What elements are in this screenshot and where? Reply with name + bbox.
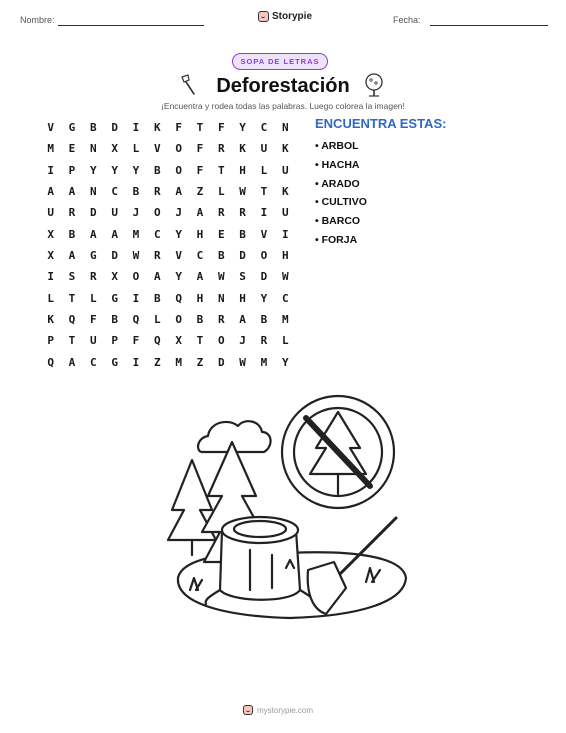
instructions: ¡Encuentra y rodea todas las palabras. Luego colorea la imagen! <box>161 101 405 111</box>
grid-cell[interactable]: L <box>217 185 225 199</box>
grid-cell[interactable]: R <box>90 270 97 284</box>
grid-cell[interactable]: G <box>68 121 76 135</box>
tree-icon <box>362 72 386 98</box>
grid-cell[interactable]: W <box>217 270 225 284</box>
grid-cell[interactable]: D <box>90 206 97 220</box>
grid-cell[interactable]: A <box>175 185 182 199</box>
grid-cell[interactable]: C <box>111 185 118 199</box>
footer <box>243 705 313 715</box>
grid-cell[interactable]: F <box>196 163 204 177</box>
grid-cell[interactable]: O <box>175 313 182 327</box>
grid-cell[interactable]: I <box>47 163 54 177</box>
grid-cell[interactable]: K <box>47 313 54 327</box>
grid-cell[interactable]: H <box>196 227 204 241</box>
grid-cell[interactable]: Q <box>47 355 54 369</box>
grid-cell[interactable]: M <box>281 313 289 327</box>
grid-cell[interactable]: R <box>217 313 225 327</box>
grid-cell[interactable]: S <box>239 270 246 284</box>
brand-header <box>258 11 312 22</box>
grid-cell[interactable]: B <box>196 313 204 327</box>
grid-cell[interactable]: I <box>281 227 289 241</box>
word-list-title: ENCUENTRA ESTAS: <box>315 116 447 131</box>
name-label: Nombre: <box>20 15 55 25</box>
name-line[interactable] <box>58 25 204 26</box>
grid-cell[interactable]: P <box>47 334 54 348</box>
page-title: Deforestación <box>216 74 350 97</box>
date-line[interactable] <box>430 25 548 26</box>
grid-cell[interactable]: B <box>153 291 161 305</box>
grid-cell[interactable]: M <box>175 355 182 369</box>
grid-cell[interactable]: K <box>153 121 161 135</box>
grid-cell[interactable]: W <box>239 355 246 369</box>
grid-cell[interactable]: K <box>281 142 289 156</box>
storypie-logo-icon <box>243 705 253 715</box>
grid-cell[interactable]: W <box>239 185 246 199</box>
grid-cell[interactable]: V <box>260 227 268 241</box>
grid-cell[interactable]: J <box>239 334 246 348</box>
grid-cell[interactable]: Q <box>175 291 182 305</box>
grid-cell[interactable]: F <box>217 121 225 135</box>
grid-cell[interactable]: D <box>239 249 246 263</box>
grid-cell[interactable]: B <box>153 163 161 177</box>
grid-cell[interactable]: O <box>217 334 225 348</box>
grid-cell[interactable]: T <box>217 163 225 177</box>
grid-cell[interactable]: Y <box>239 121 246 135</box>
grid-cell[interactable]: W <box>281 270 289 284</box>
grid-cell[interactable]: R <box>260 334 268 348</box>
grid-cell[interactable]: J <box>132 206 140 220</box>
grid-cell[interactable]: Y <box>175 227 182 241</box>
deforestation-illustration[interactable] <box>160 390 420 640</box>
grid-cell[interactable]: U <box>260 142 268 156</box>
grid-cell[interactable]: V <box>175 249 182 263</box>
grid-cell[interactable]: C <box>260 121 268 135</box>
grid-cell[interactable]: R <box>239 206 246 220</box>
grid-cell[interactable]: Y <box>111 163 118 177</box>
grid-cell[interactable]: L <box>132 142 140 156</box>
word-list-item: • ARBOL <box>315 140 359 152</box>
grid-cell[interactable]: B <box>90 121 97 135</box>
grid-cell[interactable]: T <box>68 334 76 348</box>
grid-cell[interactable]: O <box>175 142 182 156</box>
grid-cell[interactable]: Y <box>90 163 97 177</box>
grid-cell[interactable]: F <box>196 142 204 156</box>
grid-cell[interactable]: D <box>217 355 225 369</box>
grid-cell[interactable]: H <box>196 291 204 305</box>
grid-cell[interactable]: X <box>175 334 182 348</box>
word-list-item: • ARADO <box>315 177 360 190</box>
grid-cell[interactable]: F <box>132 334 140 348</box>
word-list-item: • CULTIVO <box>315 196 367 209</box>
grid-cell[interactable]: Y <box>132 163 140 177</box>
grid-cell[interactable]: B <box>260 313 268 327</box>
grid-cell[interactable]: W <box>132 249 140 263</box>
grid-cell[interactable]: L <box>153 313 161 327</box>
grid-cell[interactable]: X <box>111 142 118 156</box>
grid-cell[interactable]: Q <box>68 313 76 327</box>
grid-cell[interactable]: G <box>90 249 97 263</box>
grid-cell[interactable]: X <box>47 227 54 241</box>
grid-cell[interactable]: R <box>217 142 225 156</box>
date-label: Fecha: <box>393 15 421 25</box>
grid-cell[interactable]: X <box>111 270 118 284</box>
grid-cell[interactable]: T <box>196 334 204 348</box>
grid-cell[interactable]: Y <box>260 291 268 305</box>
grid-cell[interactable]: Z <box>153 355 161 369</box>
grid-cell[interactable]: P <box>111 334 118 348</box>
grid-cell[interactable]: I <box>260 206 268 220</box>
category-badge: SOPA DE LETRAS <box>232 53 328 70</box>
grid-cell[interactable]: H <box>281 249 289 263</box>
grid-cell[interactable]: D <box>260 270 268 284</box>
letter-grid[interactable] <box>40 117 296 373</box>
grid-cell[interactable]: U <box>281 163 289 177</box>
grid-cell[interactable]: A <box>68 249 76 263</box>
grid-cell[interactable]: T <box>196 121 204 135</box>
grid-cell[interactable]: U <box>281 206 289 220</box>
grid-cell[interactable]: L <box>90 291 97 305</box>
grid-cell[interactable]: M <box>260 355 268 369</box>
grid-cell[interactable]: H <box>239 291 246 305</box>
grid-cell[interactable]: A <box>68 355 76 369</box>
grid-cell[interactable]: R <box>153 185 161 199</box>
grid-cell[interactable]: B <box>111 313 118 327</box>
grid-cell[interactable]: B <box>217 249 225 263</box>
grid-cell[interactable]: I <box>132 291 140 305</box>
grid-cell[interactable]: R <box>217 206 225 220</box>
grid-cell[interactable]: B <box>132 185 140 199</box>
grid-cell[interactable]: Y <box>175 270 182 284</box>
grid-cell[interactable]: O <box>175 163 182 177</box>
grid-cell[interactable]: D <box>111 249 118 263</box>
grid-cell[interactable]: E <box>68 142 76 156</box>
grid-cell[interactable]: I <box>132 121 140 135</box>
grid-cell[interactable]: H <box>239 163 246 177</box>
grid-cell[interactable]: U <box>111 206 118 220</box>
grid-cell[interactable]: A <box>47 185 54 199</box>
grid-cell[interactable]: O <box>260 249 268 263</box>
word-list <box>315 137 367 250</box>
grid-cell[interactable]: S <box>68 270 76 284</box>
grid-cell[interactable]: F <box>175 121 182 135</box>
grid-cell[interactable]: A <box>153 270 161 284</box>
grid-cell[interactable]: B <box>68 227 76 241</box>
grid-cell[interactable]: M <box>47 142 54 156</box>
grid-cell[interactable]: D <box>111 121 118 135</box>
grid-cell[interactable]: T <box>68 291 76 305</box>
grid-cell[interactable]: X <box>47 249 54 263</box>
grid-cell[interactable]: N <box>90 185 97 199</box>
grid-cell[interactable]: R <box>153 249 161 263</box>
grid-cell[interactable]: A <box>111 227 118 241</box>
grid-cell[interactable]: K <box>239 142 246 156</box>
grid-cell[interactable]: P <box>68 163 76 177</box>
grid-cell[interactable]: T <box>260 185 268 199</box>
grid-cell[interactable]: E <box>217 227 225 241</box>
grid-cell[interactable]: N <box>90 142 97 156</box>
brand-name: Storypie <box>272 11 313 22</box>
grid-cell[interactable]: R <box>68 206 76 220</box>
footer-site[interactable]: mystorypie.com <box>257 705 314 715</box>
grid-cell[interactable]: N <box>281 121 289 135</box>
grid-cell[interactable]: I <box>132 355 140 369</box>
grid-cell[interactable]: G <box>111 355 118 369</box>
grid-cell[interactable]: Z <box>196 355 204 369</box>
grid-cell[interactable]: F <box>90 313 97 327</box>
grid-cell[interactable]: O <box>153 206 161 220</box>
grid-cell[interactable]: A <box>239 313 246 327</box>
grid-cell[interactable]: C <box>281 291 289 305</box>
grid-cell[interactable]: K <box>281 185 289 199</box>
grid-cell[interactable]: C <box>90 355 97 369</box>
grid-cell[interactable]: G <box>111 291 118 305</box>
word-list-item: • HACHA <box>315 158 360 171</box>
grid-cell[interactable]: N <box>217 291 225 305</box>
grid-cell[interactable]: L <box>260 163 268 177</box>
grid-cell[interactable]: A <box>68 185 76 199</box>
grid-cell[interactable]: V <box>153 142 161 156</box>
grid-cell[interactable]: A <box>196 270 204 284</box>
grid-cell[interactable]: Q <box>153 334 161 348</box>
storypie-logo-icon <box>258 11 269 22</box>
grid-cell[interactable]: U <box>47 206 54 220</box>
grid-cell[interactable]: U <box>90 334 97 348</box>
grid-cell[interactable]: V <box>47 121 54 135</box>
grid-cell[interactable]: O <box>132 270 140 284</box>
grid-cell[interactable]: B <box>239 227 246 241</box>
word-list-item: • FORJA <box>315 233 358 246</box>
grid-cell[interactable]: Z <box>196 185 204 199</box>
grid-cell[interactable]: L <box>281 334 289 348</box>
grid-cell[interactable]: C <box>196 249 204 263</box>
grid-cell[interactable]: J <box>175 206 182 220</box>
grid-cell[interactable]: A <box>196 206 204 220</box>
grid-cell[interactable]: I <box>47 270 54 284</box>
grid-cell[interactable]: L <box>47 291 54 305</box>
grid-cell[interactable]: C <box>153 227 161 241</box>
grid-cell[interactable]: A <box>90 227 97 241</box>
grid-cell[interactable]: Y <box>281 355 289 369</box>
grid-cell[interactable]: M <box>132 227 140 241</box>
grid-cell[interactable]: Q <box>132 313 140 327</box>
word-list-item: • BARCO <box>315 215 361 228</box>
